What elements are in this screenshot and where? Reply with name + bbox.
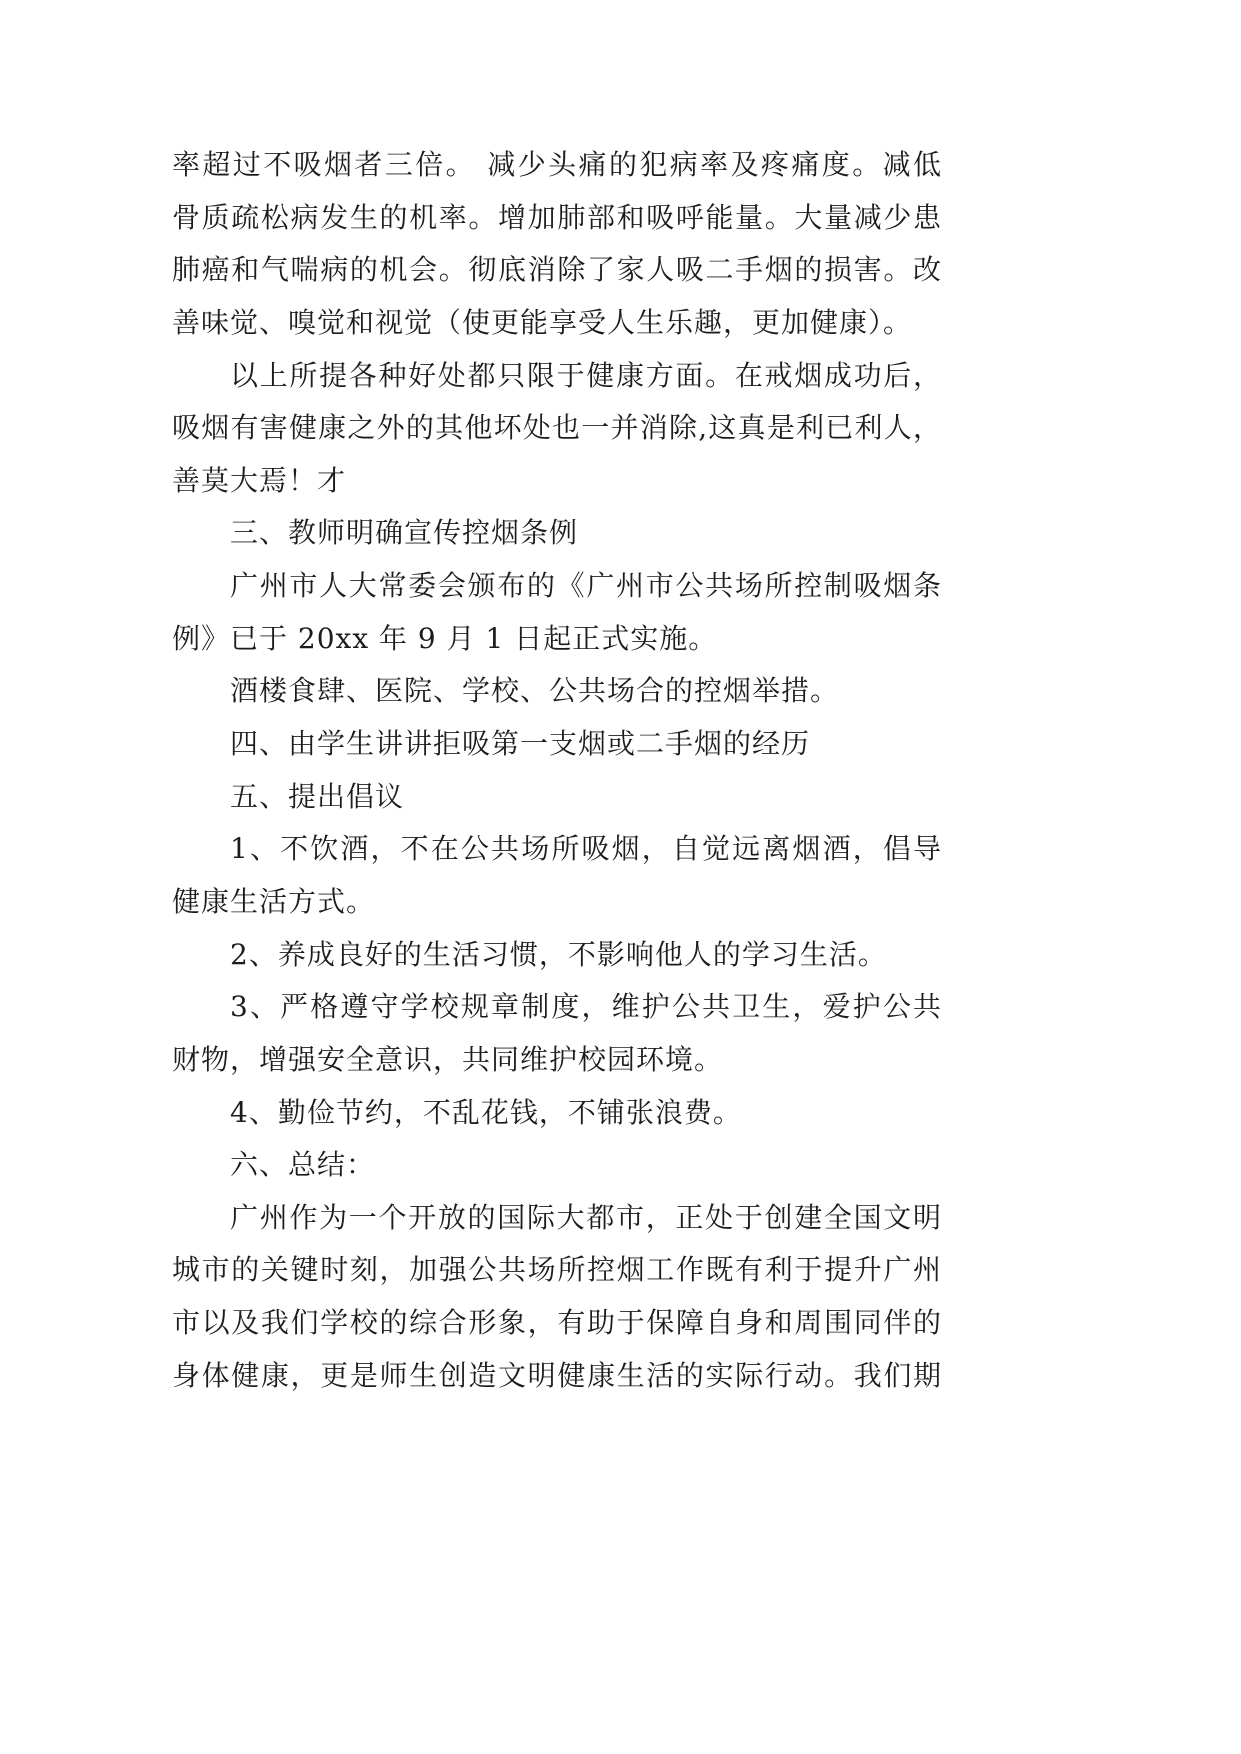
paragraph <box>172 929 942 982</box>
text-line: 例》已于 20xx 年 9 月 1 日起正式实施。 <box>172 621 718 655</box>
paragraph <box>172 1192 942 1403</box>
text-line: 善味觉、嗅觉和视觉（使更能享受人生乐趣，更加健康）。 <box>172 305 913 339</box>
text-line: 广州作为一个开放的国际大都市，正处于创建全国文明 <box>230 1200 942 1234</box>
text-line: 财物，增强安全意识，共同维护校园环境。 <box>172 1042 724 1076</box>
paragraph <box>172 139 942 350</box>
text-line: 率超过不吸烟者三倍。 减少头痛的犯病率及疼痛度。减低 <box>172 148 942 181</box>
text-line: 六、总结： <box>230 1148 376 1182</box>
text-line: 骨质疏松病发生的机率。增加肺部和吸呼能量。大量减少患 <box>172 200 942 234</box>
text-line: 2、养成良好的生活习惯，不影响他人的学习生活。 <box>230 937 887 971</box>
text-line: 肺癌和气喘病的机会。彻底消除了家人吸二手烟的损害。改 <box>172 253 942 287</box>
text-line: 城市的关键时刻，加强公共场所控烟工作既有利于提升广州 <box>172 1253 942 1287</box>
paragraph <box>172 981 942 1086</box>
text-line: 1、不饮酒，不在公共场所吸烟，自觉远离烟酒，倡导 <box>230 832 942 866</box>
text-line: 以上所提各种好处都只限于健康方面。在戒烟成功后， <box>230 358 942 392</box>
text-line: 身体健康，更是师生创造文明健康生活的实际行动。我们期 <box>172 1358 942 1392</box>
paragraph <box>172 507 942 560</box>
document-body <box>172 139 942 1402</box>
text-line: 吸烟有害健康之外的其他坏处也一并消除,这真是利已利人， <box>172 411 942 445</box>
paragraph <box>172 1087 942 1140</box>
text-line: 五、提出倡议 <box>230 779 405 813</box>
text-line: 市以及我们学校的综合形象，有助于保障自身和周围同伴的 <box>172 1306 942 1340</box>
paragraph <box>172 350 942 508</box>
text-line: 广州市人大常委会颁布的《广州市公共场所控制吸烟条 <box>230 569 942 603</box>
paragraph <box>172 823 942 928</box>
text-line: 四、由学生讲讲拒吸第一支烟或二手烟的经历 <box>230 727 811 761</box>
paragraphs-container <box>172 350 942 1403</box>
paragraph <box>172 1139 942 1192</box>
text-line: 4、勤俭节约，不乱花钱，不铺张浪费。 <box>230 1095 742 1129</box>
paragraph <box>172 560 942 665</box>
text-line: 三、教师明确宣传控烟条例 <box>230 516 579 550</box>
paragraph <box>172 718 942 771</box>
paragraph <box>172 665 942 718</box>
text-line: 酒楼食肆、医院、学校、公共场合的控烟举措。 <box>230 674 840 708</box>
text-line: 善莫大焉！才 <box>172 463 347 497</box>
paragraph <box>172 771 942 824</box>
text-line: 3、严格遵守学校规章制度，维护公共卫生，爱护公共 <box>230 990 942 1024</box>
continued-paragraph-container <box>172 139 942 350</box>
text-line: 健康生活方式。 <box>172 884 376 918</box>
